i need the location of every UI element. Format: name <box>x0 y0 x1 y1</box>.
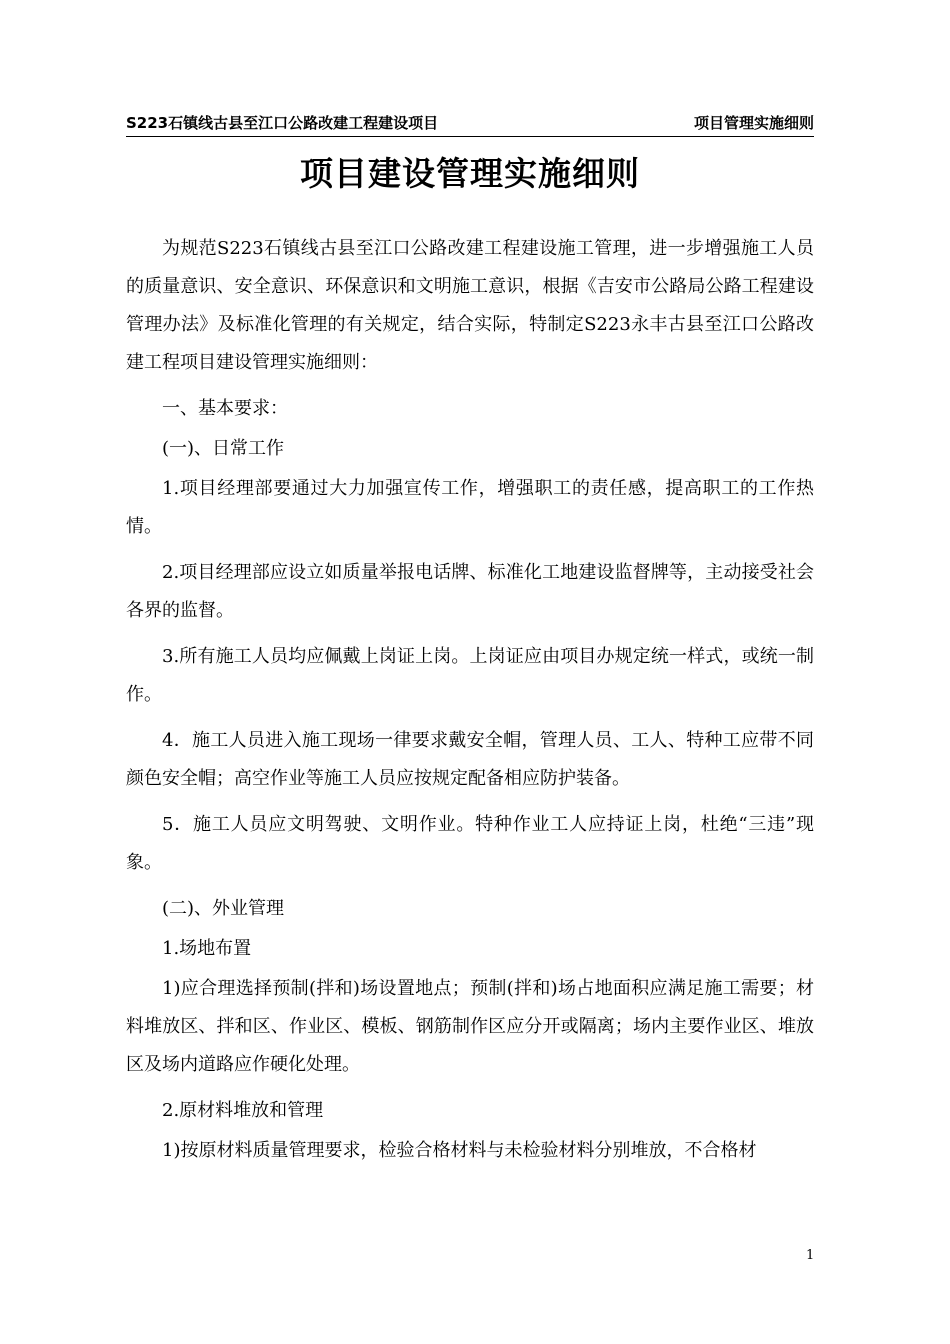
item-paragraph: 1)按原材料质量管理要求，检验合格材料与未检验材料分别堆放，不合格材 <box>162 1140 757 1161</box>
item-paragraph: 2.项目经理部应设立如质量举报电话牌、标准化工地建设监督牌等，主动接受社会各界的监督。 <box>126 562 814 621</box>
item-paragraph: 3.所有施工人员均应佩戴上岗证上岗。上岗证应由项目办规定统一样式，或统一制作。 <box>126 646 814 705</box>
item-heading-material-storage: 2.原材料堆放和管理 <box>162 1100 324 1121</box>
item-paragraph: 5．施工人员应文明驾驶、文明作业。特种作业工人应持证上岗，杜绝“三违”现象。 <box>126 814 814 873</box>
document-title: 项目建设管理实施细则 <box>300 154 640 193</box>
page-number: 1 <box>806 1248 815 1263</box>
page-header <box>126 112 814 137</box>
header-project-name: S223石镇线古县至江口公路改建工程建设项目 <box>126 114 439 132</box>
item-heading-site-layout: 1.场地布置 <box>162 938 252 959</box>
subsection-heading-daily-work: (一)、日常工作 <box>162 438 285 459</box>
item-paragraph: 1.项目经理部要通过大力加强宣传工作，增强职工的责任感，提高职工的工作热情。 <box>126 478 814 537</box>
header-document-type: 项目管理实施细则 <box>693 114 814 132</box>
intro-paragraph: 为规范S223石镇线古县至江口公路改建工程建设施工管理，进一步增强施工人员的质量意识、安全意识、环保意识和文明施工意识，根据《吉安市公路局公路工程建设管理办法》及标准化管理的有关规定，结合实际，特制定S223永丰古县至江口公路改建工程项目建设管理实施细则： <box>126 238 814 373</box>
item-paragraph: 4．施工人员进入施工现场一律要求戴安全帽，管理人员、工人、特种工应带不同颜色安全帽；高空作业等施工人员应按规定配备相应防护装备。 <box>126 730 814 789</box>
section-heading-basic-requirements: 一、基本要求： <box>162 398 288 419</box>
subsection-heading-field-management: (二)、外业管理 <box>162 898 285 919</box>
document-body <box>126 230 814 1178</box>
item-paragraph: 1)应合理选择预制(拌和)场设置地点；预制(拌和)场占地面积应满足施工需要；材料堆放区、拌和区、作业区、模板、钢筋制作区应分开或隔离；场内主要作业区、堆放区及场内道路应作硬化处理。 <box>126 978 814 1075</box>
